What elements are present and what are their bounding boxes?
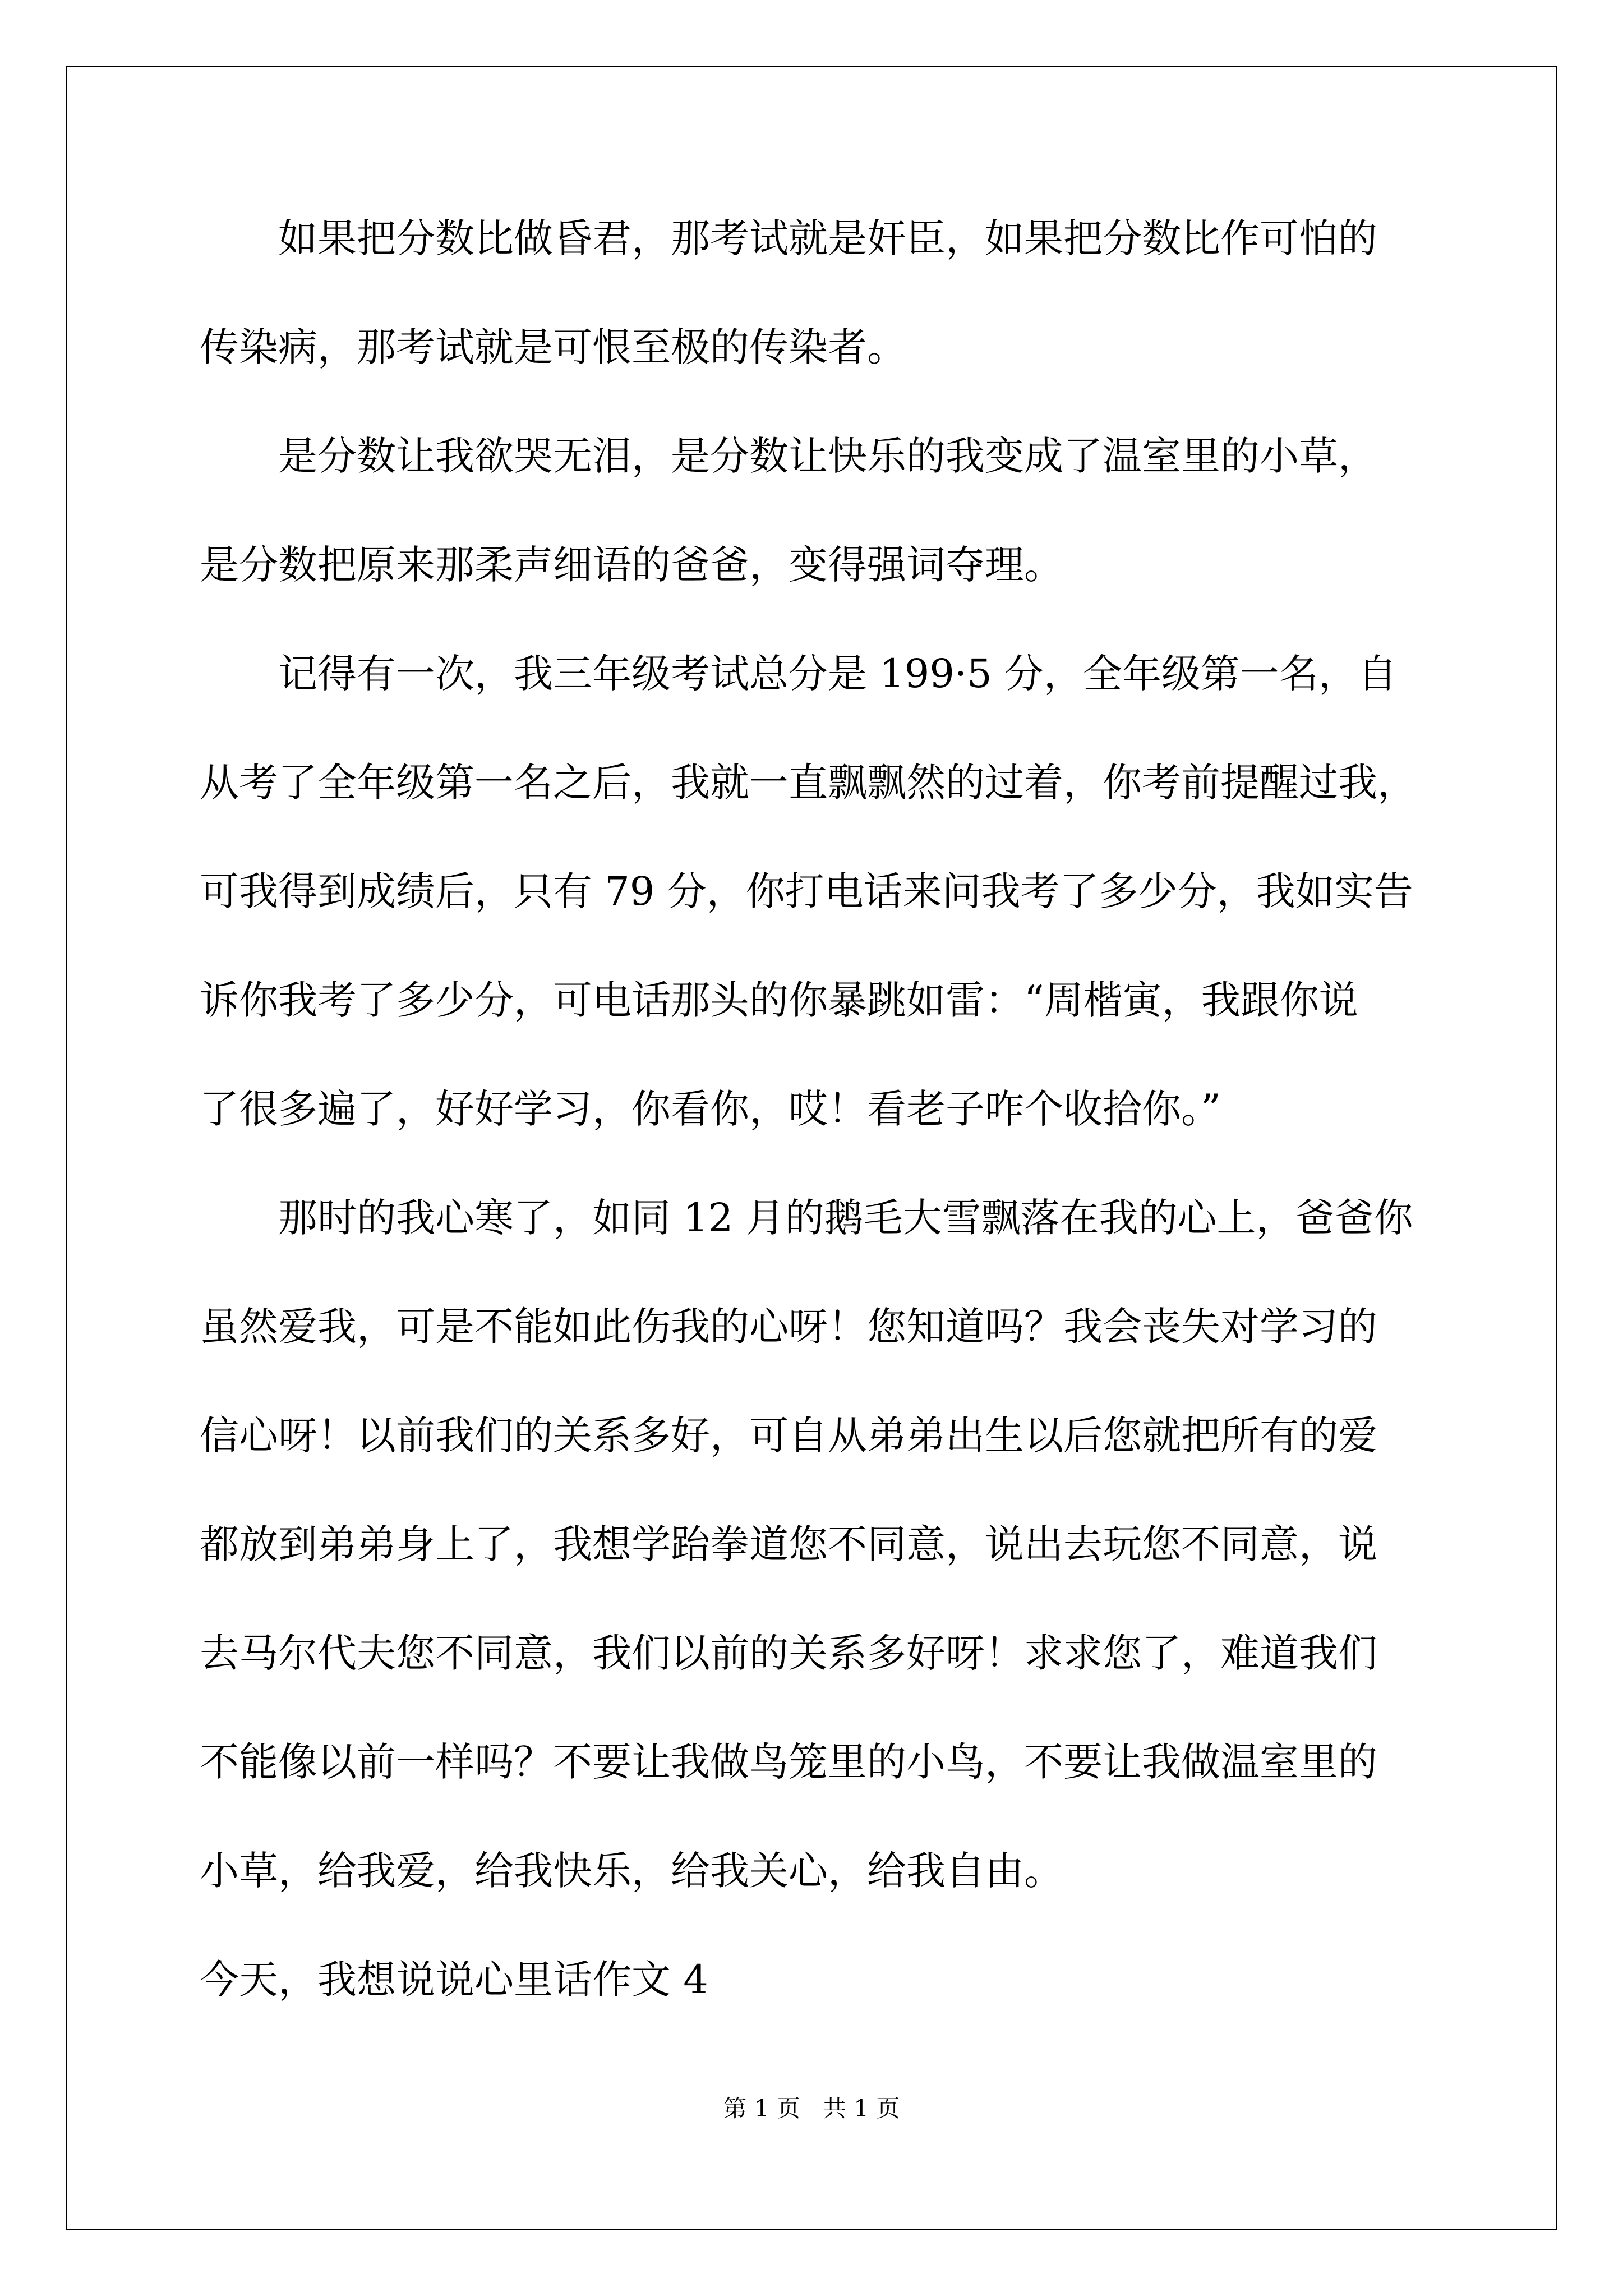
paragraph-2-line-1: 是分数让我欲哭无泪，是分数让快乐的我变成了温室里的小草，	[278, 433, 1377, 479]
page-number-footer: 第 1 页 共 1 页	[723, 2095, 900, 2122]
paragraph-4-line-2: 虽然爱我，可是不能如此伤我的心呀！您知道吗？我会丧失对学习的	[200, 1304, 1377, 1350]
paragraph-4-line-7: 小草，给我爱，给我快乐，给我关心，给我自由。	[200, 1848, 1063, 1894]
section-heading: 今天，我想说说心里话作文 4	[200, 1957, 708, 2003]
paragraph-1-line-2: 传染病，那考试就是可恨至极的传染者。	[200, 324, 906, 370]
page-border	[66, 66, 1557, 2230]
paragraph-3-line-2: 从考了全年级第一名之后，我就一直飘飘然的过着，你考前提醒过我，	[200, 760, 1417, 806]
paragraph-4-line-5: 去马尔代夫您不同意，我们以前的关系多好呀！求求您了，难道我们	[200, 1630, 1377, 1676]
paragraph-4-line-6: 不能像以前一样吗？不要让我做鸟笼里的小鸟，不要让我做温室里的	[200, 1739, 1377, 1785]
paragraph-4-line-4: 都放到弟弟身上了，我想学跆拳道您不同意，说出去玩您不同意，说	[200, 1521, 1377, 1567]
paragraph-3-line-3: 可我得到成绩后，只有 79 分，你打电话来问我考了多少分，我如实告	[200, 868, 1413, 914]
paragraph-4-line-3: 信心呀！以前我们的关系多好，可自从弟弟出生以后您就把所有的爱	[200, 1412, 1377, 1458]
paragraph-3-line-5: 了很多遍了，好好学习，你看你，哎！看老子咋个收拾你。”	[200, 1086, 1221, 1132]
paragraph-1-line-1: 如果把分数比做昏君，那考试就是奸臣，如果把分数比作可怕的	[278, 215, 1377, 261]
paragraph-4-line-1: 那时的我心寒了，如同 12 月的鹅毛大雪飘落在我的心上，爸爸你	[278, 1195, 1413, 1241]
paragraph-3-line-4: 诉你我考了多少分，可电话那头的你暴跳如雷：“周楷寅，我跟你说	[200, 977, 1358, 1023]
paragraph-3-line-1: 记得有一次，我三年级考试总分是 199·5 分，全年级第一名，自	[278, 651, 1397, 697]
paragraph-2-line-2: 是分数把原来那柔声细语的爸爸，变得强词夺理。	[200, 542, 1063, 588]
